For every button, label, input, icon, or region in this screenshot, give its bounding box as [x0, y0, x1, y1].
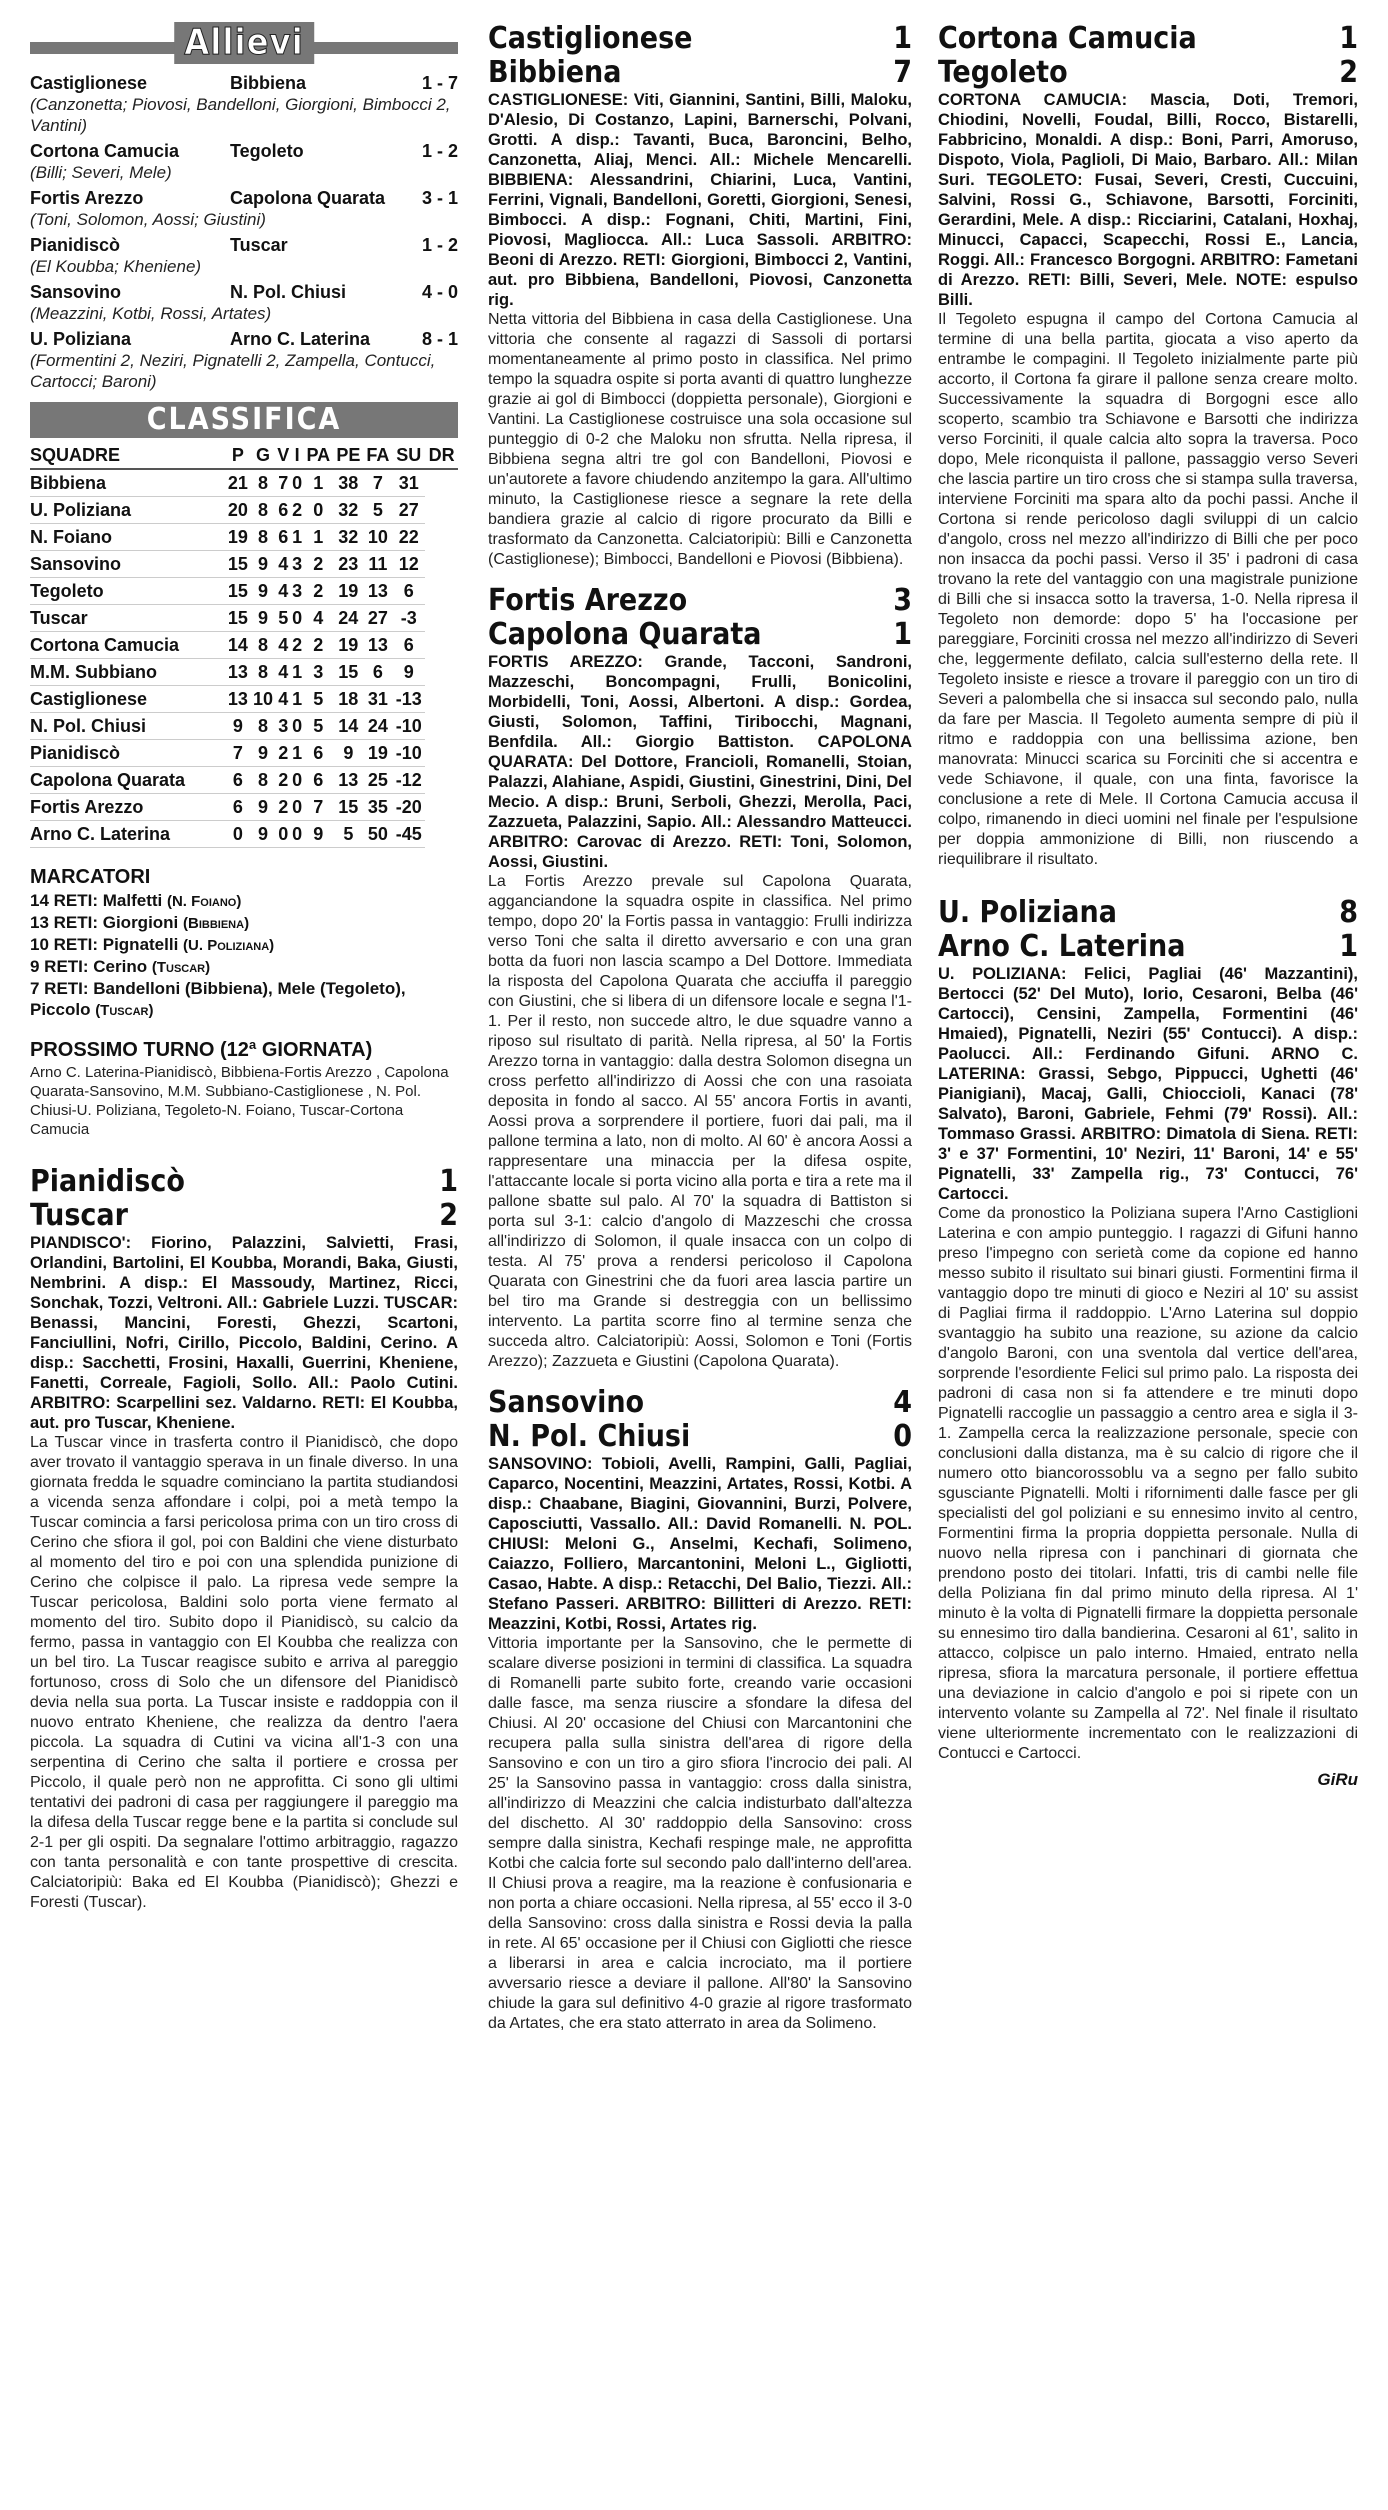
result-row [30, 187, 458, 209]
standings-header-cell: FA [363, 442, 392, 469]
result-score: 4 - 0 [421, 282, 458, 302]
result-scorers: (El Koubba; Kheniene) [30, 257, 202, 276]
standings-cell: 13 [363, 632, 392, 659]
column-left [30, 22, 458, 1927]
standings-cell: 6 [363, 659, 392, 686]
home-score: 1 [1339, 21, 1358, 56]
match-home-line [30, 1165, 458, 1199]
standings-cell: 8 [250, 524, 275, 551]
author-signature: GiRu [1317, 1770, 1358, 1789]
result-away: Tegoleto [230, 141, 304, 161]
scorer-team: (Tuscar) [95, 1002, 154, 1019]
match-report: Come da pronostico la Poliziana supera l'Arno Castiglioni Laterina e con ampio punteggio. I ragazzi di Gifuni hanno preso l'impegno con serietà come da copione ed hanno messo subito il risultato sui binari giusti. Formentini firma il vantaggio dopo tre minuti di gioco e Neziri al 10' su assist di Pagliai firma il raddoppio. L'Arno Laterina sul doppio svantaggio ha subito una reazione, su azione da calcio d'angolo Baroni, con una sventola dal vertice dell'area, sorprende l'esordiente Felici sul primo palo. La risposta dei padroni di casa non si fa attendere e tre minuti dopo Pignatelli raccoglie un passaggio a centro area e sigla il 3-1. Zampella cerca la realizzazione personale, specie con conclusioni dalla distanza, ma è su calcio di rigore che il numero otto biancorossoblu va a segno per fallo subito sgusciante Pignatelli. Molti i rifornimenti dalle fasce per gli specialisti del gol poliziani e su ennesimo invito al centro, Formentini firma la propria doppietta personale. Nulla di nuovo nella ripresa con i panchinari di giornata che prendono posto dei titolari. Infatti, tris di cambi nelle file della Poliziana fin dal primo minuto della ripresa. Al 1' minuto è la volta di Pignatelli firmare la doppietta personale su ennesimo tiro dalla bandierina. Cesaroni al 61', salito in attacco, colpisce un palo interno. Hmaied, entrato nella ripresa, sfiora la marcatura personale, il portiere effettua una deviazione in calcio d'angolo e poi si ripete con un intervento volante su Zampella al 72'. Nel finale il risultato viene ulteriormente incrementato con le realizzazioni di Contucci e Cartocci. [938, 1205, 1358, 1762]
scorer-line [30, 978, 458, 1021]
match-away-line [488, 618, 912, 652]
standings-cell: 24 [363, 713, 392, 740]
standings-cell: 14 [225, 632, 250, 659]
team-name: Cortona Camucia [30, 632, 225, 659]
result-score: 3 - 1 [421, 188, 458, 208]
standings-cell: 20 [225, 497, 250, 524]
standings-cell: 10 [363, 524, 392, 551]
standings-cell: 13 [363, 578, 392, 605]
standings-cell: 8 [250, 497, 275, 524]
match-home-line [488, 22, 912, 56]
standings-cell: 21 [225, 469, 250, 497]
column-right [938, 22, 1358, 1804]
standings-cell: 0 [291, 767, 304, 794]
result-home: Cortona Camucia [30, 141, 180, 161]
away-team: N. Pol. Chiusi [488, 1419, 691, 1454]
result-score: 1 - 2 [421, 141, 458, 161]
standings-cell: -3 [392, 605, 425, 632]
standings-cell: 13 [225, 659, 250, 686]
standings-cell: 0 [291, 469, 304, 497]
standings-cell: 6 [392, 632, 425, 659]
standings-cell: 0 [291, 821, 304, 848]
standings-cell: 9 [250, 821, 275, 848]
result-row [30, 72, 458, 94]
standings-cell: 2 [276, 767, 291, 794]
standings-cell: 9 [392, 659, 425, 686]
match-away-line [938, 930, 1358, 964]
standings-cell: 6 [303, 740, 333, 767]
match-report: Il Tegoleto espugna il campo del Cortona Camucia al termine di una bella partita, giocata a viso aperto da entrambe le compagini. Il Tegoleto inizialmente parte più accorto, il Cortona fa girare il pallone senza creare molto. Successivamente la squadra di Borgogni esce allo scoperto, scambio tra Schiavone e Barsotti che indirizza verso Forciniti, il quale calcia alto sopra la traversa. Poco dopo, Mele riconquista il pallone, passaggio verso Severi che lascia partire un tiro cross che si stampa sulla traversa, interviene Forciniti ma spara alto da pochi passi. Anche il Cortona si rende pericoloso dagli sviluppi di un calcio d'angolo, cross nel mezzo all'indirizzo di Billi che per poco non insacca da pochi passi. Verso il 35' i padroni di casa trovano la rete del vantaggio con una magistrale punizione di Billi che si insacca sotto la traversa, 1-0. Nella ripresa il Tegoleto non demorde: dopo 5' ha l'occasione per pareggiare, Forciniti crossa nel mezzo all'indirizzo di Severi che, leggermente defilato, calcia sull'esterno della rete. Il Tegoleto insiste e riesce a trovare il pareggio con un tiro di Severi a palombella che si insacca sul secondo palo, nulla da fare per Mascia. Il Tegoleto aumenta sempre di più il ritmo e raddoppia con una bellissima azione, ben manovrata: Minucci scarica su Forciniti che si accentra e vede Schiavone, il quale, con una finta, favorisce la conclusione a rete di Mele. Il Cortona Camucia accusa il colpo, rimanendo in dieci uomini nel finale per l'espulsione per doppia ammonizione di Billi, non riuscendo a riequilibrare il risultato. [938, 311, 1358, 868]
standings-cell: 8 [250, 632, 275, 659]
standings-cell: 5 [333, 821, 363, 848]
match-lineup: CORTONA CAMUCIA: Mascia, Doti, Tremori, Chiodini, Novelli, Foudal, Billi, Rocco, Bistarelli, Fabbricino, Monaldi. A disp.: Boni, Parri, Amoruso, Dispoto, Viola, Paglioli, Di Maio, Barbaro. All.: Milan Suri. TEGOLETO: Fusai, Severi, Cresti, Cuccuini, Salvini, Rossi G., Schiavone, Barsotti, Forciniti, Gerardini, Mele. A disp.: Ricciarini, Catalani, Hoxhaj, Minucci, Capacci, Scapecchi, Rossi E., Lancia, Roggi. All.: Francesco Borgogni. ARBITRO: Fametani di Arezzo. RETI: Billi, Severi, Mele. NOTE: espulso Billi. [938, 91, 1358, 309]
scorer-team: (U. Poliziana) [183, 937, 275, 954]
standings-cell: 5 [363, 497, 392, 524]
standings-cell: 4 [276, 632, 291, 659]
standings-row [30, 524, 458, 551]
scorer-text: 10 RETI: Pignatelli [30, 935, 184, 954]
standings-cell: 50 [363, 821, 392, 848]
match-away-line [938, 56, 1358, 90]
match-poliziana-laterina [938, 896, 1358, 1790]
standings-cell: 27 [392, 497, 425, 524]
standings-cell: -13 [392, 686, 425, 713]
result-home: Fortis Arezzo [30, 188, 144, 208]
scorer-team: (N. Foiano) [166, 893, 242, 910]
standings-cell: 0 [291, 794, 304, 821]
standings-cell: 24 [333, 605, 363, 632]
standings-cell: 31 [392, 469, 425, 497]
standings-cell: 6 [276, 497, 291, 524]
home-team: Castiglionese [488, 21, 693, 56]
standings-cell: 38 [333, 469, 363, 497]
scorer-line [30, 956, 458, 978]
standings-cell: -10 [392, 713, 425, 740]
scorer-team: (Bibbiena) [183, 915, 250, 932]
standings-cell: 9 [225, 713, 250, 740]
team-name: Castiglionese [30, 686, 225, 713]
scorer-team: (Tuscar) [151, 959, 211, 976]
standings-cell: 3 [291, 578, 304, 605]
standings-row [30, 659, 458, 686]
home-score: 3 [893, 583, 912, 618]
standings-cell: 18 [333, 686, 363, 713]
standings-cell: 1 [303, 524, 333, 551]
standings-cell: 6 [276, 524, 291, 551]
away-score: 1 [1339, 929, 1358, 964]
standings-cell: 19 [225, 524, 250, 551]
standings-row [30, 497, 458, 524]
standings-cell: 2 [291, 497, 304, 524]
standings-header-row [30, 442, 458, 469]
match-home-line [488, 584, 912, 618]
away-team: Bibbiena [488, 55, 622, 90]
standings-cell: 9 [250, 551, 275, 578]
away-team: Capolona Quarata [488, 617, 762, 652]
standings-cell: 8 [250, 767, 275, 794]
standings-cell: 1 [291, 740, 304, 767]
match-fortis-capolona [488, 584, 912, 1372]
standings-row [30, 713, 458, 740]
result-scorers: (Canzonetta; Piovosi, Bandelloni, Giorgioni, Bimbocci 2, Vantini) [30, 95, 451, 135]
home-team: Pianidiscò [30, 1164, 185, 1199]
away-team: Tuscar [30, 1198, 128, 1233]
away-score: 0 [893, 1419, 912, 1454]
standings-row [30, 821, 458, 848]
scorer-line [30, 890, 458, 912]
home-score: 1 [439, 1164, 458, 1199]
result-scorers: (Billi; Severi, Mele) [30, 163, 172, 182]
result-away: N. Pol. Chiusi [230, 282, 347, 302]
standings-row [30, 551, 458, 578]
result-row [30, 281, 458, 303]
standings-cell: 9 [250, 578, 275, 605]
standings-cell: 8 [250, 713, 275, 740]
match-away-line [488, 56, 912, 90]
standings-cell: 4 [303, 605, 333, 632]
standings-cell: 6 [225, 794, 250, 821]
team-name: Bibbiena [30, 469, 225, 497]
team-name: Tuscar [30, 605, 225, 632]
standings-cell: -20 [392, 794, 425, 821]
result-home: Pianidiscò [30, 235, 121, 255]
result-score: 1 - 2 [421, 235, 458, 255]
standings-cell: 1 [291, 659, 304, 686]
standings-cell: 27 [363, 605, 392, 632]
match-away-line [30, 1199, 458, 1233]
home-team: Sansovino [488, 1385, 645, 1420]
standings-cell: 15 [225, 578, 250, 605]
standings-cell: 13 [225, 686, 250, 713]
standings-cell: 5 [303, 713, 333, 740]
standings-cell: 12 [392, 551, 425, 578]
standings-row [30, 605, 458, 632]
standings-row [30, 740, 458, 767]
standings-cell: 3 [291, 551, 304, 578]
allievi-header [30, 22, 458, 64]
result-away: Bibbiena [230, 73, 307, 93]
standings-cell: 7 [225, 740, 250, 767]
standings-cell: 5 [276, 605, 291, 632]
result-score: 1 - 7 [421, 73, 458, 93]
away-score: 7 [893, 55, 912, 90]
team-name: N. Pol. Chiusi [30, 713, 225, 740]
team-name: M.M. Subbiano [30, 659, 225, 686]
standings-cell: -45 [392, 821, 425, 848]
standings-header-cell: PA [303, 442, 333, 469]
marcatori-list [30, 890, 458, 1021]
standings-cell: 2 [276, 740, 291, 767]
standings-cell: -10 [392, 740, 425, 767]
standings-cell: 15 [225, 605, 250, 632]
standings-cell: 13 [333, 767, 363, 794]
standings-header-cell: PE [333, 442, 363, 469]
standings-cell: 1 [291, 524, 304, 551]
away-team: Tegoleto [938, 55, 1068, 90]
match-away-line [488, 1420, 912, 1454]
standings-row [30, 469, 458, 497]
standings-cell: 9 [333, 740, 363, 767]
result-scorers: (Meazzini, Kotbi, Rossi, Artates) [30, 304, 272, 323]
result-home: Castiglionese [30, 73, 148, 93]
standings-header-cell: SQUADRE [30, 442, 225, 469]
result-scorers: (Toni, Solomon, Aossi; Giustini) [30, 210, 266, 229]
team-name: Fortis Arezzo [30, 794, 225, 821]
standings-cell: 6 [392, 578, 425, 605]
standings-cell: 23 [333, 551, 363, 578]
standings-cell: 3 [303, 659, 333, 686]
home-team: Cortona Camucia [938, 21, 1197, 56]
standings-cell: 1 [291, 686, 304, 713]
match-report: Vittoria importante per la Sansovino, che le permette di scalare diverse posizioni in termini di classifica. La squadra di Romanelli parte subito forte, creando varie occasioni dalle fasce, ma senza riuscire a sfondare la difesa del Chiusi. Al 20' occasione del Chiusi con Marcantonini che recupera palla sulla sinistra dell'area di rigore della Sansovino e con un tiro a giro sfiora l'incrocio dei pali. Al 25' la Sansovino passa in vantaggio: cross dalla sinistra, all'indirizzo di Meazzini che calcia indisturbato dall'altezza del dischetto. Al 30' raddoppio della Sansovino: cross sempre dalla sinistra, Kechafi respinge male, ne approfitta Kotbi che calcia forte sul secondo palo dall'interno dell'area. Il Chiusi prova a reagire, ma la reazione è confusionaria e non porta a chiare occasioni. Nella ripresa, al 55' ecco il 3-0 della Sansovino: cross dalla sinistra e Rossi devia la palla in rete. Al 65' occasione per il Chiusi con Gigliotti che riesce a liberarsi in area e calcia incrociato, ma il portiere avversario riesce a deviare il pallone. All'80' la Sansovino chiude la gara sul definitivo 4-0 grazie al rigore trasformato da Artates, che era stato atterrato in area da Solimeno. [488, 1635, 912, 2032]
standings-cell: 10 [250, 686, 275, 713]
away-score: 2 [439, 1198, 458, 1233]
home-team: Fortis Arezzo [488, 583, 688, 618]
standings-cell: 19 [333, 632, 363, 659]
match-castiglionese-bibbiena [488, 22, 912, 570]
match-lineup: SANSOVINO: Tobioli, Avelli, Rampini, Galli, Pagliai, Caparco, Nocentini, Meazzini, Artates, Rossi, Kotbi. A disp.: Chaabane, Biagini, Giovannini, Burzi, Polvere, Caposciutti, Vassallo. All.: David Romanelli. N. POL. CHIUSI: Meloni G., Anselmi, Kechafi, Solimeno, Caiazzo, Folliero, Marcantonini, Meloni L., Gigliotti, Casao, Habte. A disp.: Retacchi, Del Balio, Tiezzi. All.: Stefano Passeri. ARBITRO: Billitteri di Arezzo. RETI: Meazzini, Kotbi, Rossi, Artates rig. [488, 1455, 912, 1633]
standings-cell: 2 [276, 794, 291, 821]
result-away: Capolona Quarata [230, 188, 386, 208]
standings-cell: 6 [303, 767, 333, 794]
standings-cell: 2 [303, 551, 333, 578]
allievi-title: Allievi [174, 22, 314, 64]
standings-cell: 19 [333, 578, 363, 605]
standings-cell: 2 [303, 632, 333, 659]
standings-cell: 9 [303, 821, 333, 848]
prossimo-turno-title: PROSSIMO TURNO (12ª GIORNATA) [30, 1039, 373, 1061]
match-report: La Fortis Arezzo prevale sul Capolona Quarata, agganciandone la squadra ospite in classifica. Nel primo tempo, dopo 20' la Fortis passa in vantaggio: Frulli indirizza verso Toni che salta il diretto avversario e con una gran botta da fuori non lascia scampo a Del Dottore. Immediata la risposta del Capolona Quarata che acciuffa il pareggio con Giustini, che si libera di un difensore locale e segna l'1-1. Per il resto, non succede altro, le due squadre vanno a riposo sul risultato di parità. Nella ripresa, al 50' la Fortis Arezzo torna in vantaggio: dalla destra Solomon disegna un cross perfetto all'indirizzo di Aossi che con una rasoiata deposita in fondo al sacco. Al 55' ancora Fortis in avanti, Aossi prova a sorprendere il portiere, fuori dai pali, ma il pallone termina a lato, non di molto. Al 60' è ancora Aossi a rappresentare una minaccia per la difesa ospite, l'attaccante locale si porta vicino alla porta e tira a rete ma il pallone sbatte sul palo. Al 70' la squadra di Battiston si porta sul 3-1: calcio d'angolo di Mazzeschi che crossa all'indirizzo di Solomon, il quale insacca con un colpo di testa. Al 75' prova a rendersi pericoloso il Capolona Quarata con Ginestrini che da fuori area lascia partire un bel tiro ma Grande si destreggia con un bellissimo intervento. La partita scorre fino al termine senza che succeda altro. Calciatoripiù: Aossi, Solomon e Toni (Fortis Arezzo); Zazzueta e Giustini (Capolona Quarata). [488, 873, 912, 1370]
standings-header-cell: SU [392, 442, 425, 469]
match-pianidisco-tuscar [30, 1165, 458, 1913]
standings-cell: 25 [363, 767, 392, 794]
standings-cell: 0 [291, 713, 304, 740]
away-score: 1 [893, 617, 912, 652]
home-team: U. Poliziana [938, 895, 1117, 930]
standings-row [30, 794, 458, 821]
team-name: Pianidiscò [30, 740, 225, 767]
home-score: 8 [1339, 895, 1358, 930]
standings-cell: 15 [333, 794, 363, 821]
standings-cell: 7 [303, 794, 333, 821]
match-lineup: U. POLIZIANA: Felici, Pagliai (46' Mazzantini), Bertocci (52' Del Muto), Iorio, Cesaroni, Belba (46' Cartocci), Censini, Zampella, Formentini (46' Hmaied), Pignatelli, Neziri (55' Contucci). A disp.: Paolucci. All.: Ferdinando Gifuni. ARNO C. LATERINA: Grassi, Sebgo, Pippucci, Ughetti (46' Pianigiani), Macaj, Galli, Chioccioli, Kanaci (78' Salvato), Baroni, Gabriele, Fehmi (79' Rossi). All.: Tommaso Grassi. ARBITRO: Dimatola di Siena. RETI: 3' e 37' Formentini, 10' Neziri, 11' Baroni, 14' e 55' Pignatelli, 33' Zampella rig., 73' Contucci, 76' Cartocci. [938, 965, 1358, 1203]
scorer-text: 9 RETI: Cerino [30, 957, 152, 976]
standings-cell: 22 [392, 524, 425, 551]
standings-cell: 4 [276, 551, 291, 578]
standings-cell: 32 [333, 497, 363, 524]
team-name: Tegoleto [30, 578, 225, 605]
team-name: Capolona Quarata [30, 767, 225, 794]
standings-cell: 2 [303, 578, 333, 605]
standings-table [30, 442, 458, 848]
match-home-line [938, 896, 1358, 930]
result-home: Sansovino [30, 282, 122, 302]
standings-cell: -12 [392, 767, 425, 794]
result-away: Arno C. Laterina [230, 329, 371, 349]
team-name: U. Poliziana [30, 497, 225, 524]
standings-cell: 4 [276, 686, 291, 713]
result-score: 8 - 1 [421, 329, 458, 349]
standings-cell: 32 [333, 524, 363, 551]
standings-row [30, 632, 458, 659]
standings-cell: 11 [363, 551, 392, 578]
standings-header-cell: P [225, 442, 250, 469]
match-home-line [488, 1386, 912, 1420]
standings-cell: 14 [333, 713, 363, 740]
match-cortona-tegoleto [938, 22, 1358, 870]
standings-cell: 3 [276, 713, 291, 740]
standings-cell: 9 [250, 740, 275, 767]
standings-header-cell: G [250, 442, 275, 469]
result-row [30, 234, 458, 256]
standings-cell: 2 [291, 632, 304, 659]
result-home: U. Poliziana [30, 329, 132, 349]
classifica-title: CLASSIFICA [30, 402, 458, 438]
results-list [30, 72, 458, 392]
standings-cell: 5 [303, 686, 333, 713]
standings-cell: 19 [363, 740, 392, 767]
match-home-line [938, 22, 1358, 56]
team-name: N. Foiano [30, 524, 225, 551]
scorer-text: 13 RETI: Giorgioni [30, 913, 184, 932]
away-team: Arno C. Laterina [938, 929, 1186, 964]
standings-cell: 0 [225, 821, 250, 848]
standings-header-cell: DR [425, 442, 458, 469]
match-lineup: PIANDISCO': Fiorino, Palazzini, Salvietti, Frasi, Orlandini, Bartolini, El Koubba, Morandi, Baka, Giusti, Nembrini. A disp.: El Massoudy, Martinez, Ricci, Sonchak, Tozzi, Veltroni. All.: Gabriele Luzzi. TUSCAR: Benassi, Mancini, Foresti, Ghezzi, Scartoni, Fanciullini, Nofri, Cirillo, Piccolo, Baldini, Cerino. A disp.: Sacchetti, Frosini, Haxalli, Guerrini, Kheniene, Fanetti, Correale, Fagioli, Sollo. All.: Paolo Cutini. ARBITRO: Scarpellini sez. Valdarno. RETI: El Koubba, aut. pro Tuscar, Kheniene. [30, 1234, 458, 1432]
standings-cell: 15 [225, 551, 250, 578]
match-report: Netta vittoria del Bibbiena in casa della Castiglionese. Una vittoria che consente al ragazzi di Sassoli di portarsi momentaneamente al primo posto in classifica. Nel primo tempo la squadra ospite si porta avanti di quattro lunghezze grazie ai gol di Bimbocci (doppietta personale), Giorgioni e Vantini. La Castiglionese costruisce una sola occasione sul punteggio di 0-2 che Maloku non sfrutta. Nella ripresa, il Bibbiena segna altri tre gol con Bandelloni, Piovosi e un'autorete a favore chiudendo anzitempo la gara. All'ultimo minuto, la Castiglionese riesce a segnare la rete della bandiera grazie al calcio di rigore procurato da Billi e trasformato da Canzonetta. Calciatoripiù: Billi e Canzonetta (Castiglionese); Bimbocci, Bandelloni e Piovosi (Bibbiena). [488, 311, 912, 568]
standings-header-cell: I [291, 442, 304, 469]
standings-cell: 7 [276, 469, 291, 497]
standings-cell: 6 [225, 767, 250, 794]
standings-cell: 4 [276, 578, 291, 605]
match-lineup: FORTIS AREZZO: Grande, Tacconi, Sandroni, Mazzeschi, Boncompagni, Frulli, Bonicolini, Morbidelli, Toni, Aossi, Albertoni. A disp.: Gordea, Giusti, Solomon, Taffini, Tiribocchi, Magnani, Benfdila. All.: Giorgio Battiston. CAPOLONA QUARATA: Del Dottore, Francioli, Romanelli, Stoian, Palazzi, Alahiane, Aspidi, Giustini, Ginestrini, Dini, Del Mecio. A disp.: Bruni, Serboli, Ghezzi, Merolla, Paci, Zazzueta, Palazzini, Sapio. All.: Alessandro Matteucci. ARBITRO: Carovac di Arezzo. RETI: Toni, Solomon, Aossi, Giustini. [488, 653, 912, 871]
result-away: Tuscar [230, 235, 288, 255]
result-row [30, 140, 458, 162]
standings-cell: 15 [333, 659, 363, 686]
standings-cell: 35 [363, 794, 392, 821]
standings-cell: 9 [250, 605, 275, 632]
standings-cell: 9 [250, 794, 275, 821]
standings-cell: 8 [250, 659, 275, 686]
prossimo-turno-text: Arno C. Laterina-Pianidiscò, Bibbiena-Fortis Arezzo , Capolona Quarata-Sansovino, M.M. Subbiano-Castiglionese , N. Pol. Chiusi-U. Poliziana, Tegoleto-N. Foiano, Tuscar-Cortona Camucia [30, 1064, 449, 1138]
away-score: 2 [1339, 55, 1358, 90]
standings-cell: 31 [363, 686, 392, 713]
scorer-line [30, 912, 458, 934]
match-sansovino-chiusi [488, 1386, 912, 2034]
standings-cell: 8 [250, 469, 275, 497]
standings-row [30, 686, 458, 713]
scorer-text: 14 RETI: Malfetti [30, 891, 167, 910]
standings-cell: 0 [276, 821, 291, 848]
standings-body [30, 469, 458, 848]
match-report: La Tuscar vince in trasferta contro il Pianidiscò, che dopo aver trovato il vantaggio sperava in un finale diverso. In una giornata fredda le squadre cominciano la partita studiandosi a vicenda senza affondare i colpi, poi a metà tempo la Tuscar comincia a farsi pericolosa prima con un tiro cross di Cerino che sfiora il gol, poi con Baldini che viene disturbato al momento del tiro e poi con una splendida punizione di Cerino che colpisce il palo. La ripresa vede sempre la Tuscar pericolosa, Baldini solo porta viene fermato al momento del tiro. Subito dopo il Pianidiscò, su calcio da fermo, passa in vantaggio con El Koubba che realizza con un bel tiro. La Tuscar reagisce subito e arriva al pareggio fortunoso, cross di Solo che un difensore del Pianidiscò devia nella sua porta. La Tuscar insiste e raddoppia con il nuovo entrato Kheniene, che realizza da dentro l'aera piccola. La squadra di Cutini va vicina all'1-3 con una serpentina di Cerino che salta il portiere e crossa per Piccolo, il quale però non ne approfitta. Ci sono gli ultimi tentativi dei padroni di casa per raggiungere il pareggio ma la difesa della Tuscar regge bene e la partita si conclude sul 2-1 per gli ospiti. Da segnalare l'ottimo arbitraggio, ragazzo con tanta personalità e con tante prospettive di crescita. Calciatoripiù: Baka ed El Koubba (Pianidiscò); Ghezzi e Foresti (Tuscar). [30, 1434, 458, 1911]
home-score: 1 [893, 21, 912, 56]
scorer-line [30, 934, 458, 956]
column-middle [488, 22, 912, 2048]
match-lineup: CASTIGLIONESE: Viti, Giannini, Santini, Billi, Maloku, D'Alesio, Di Costanzo, Lapini, Barnerschi, Polvani, Grotti. A disp.: Tavanti, Buca, Baroncini, Belho, Canzonetta, Aliaj, Menci. All.: Michele Mencarelli. BIBBIENA: Alessandrini, Chiarini, Luca, Vantini, Ferrini, Vignali, Bandelloni, Goretti, Giorgioni, Senesi, Bimbocci. A disp.: Fognani, Chiti, Martini, Fini, Piovosi, Magliocca. All.: Luca Sassoli. ARBITRO: Beoni di Arezzo. RETI: Giorgioni, Bimbocci 2, Vantini, aut. pro Bibbiena, Bandelloni, Piovosi, Canzonetta rig. [488, 91, 912, 309]
standings-row [30, 767, 458, 794]
standings-cell: 0 [303, 497, 333, 524]
standings-cell: 1 [303, 469, 333, 497]
standings-cell: 0 [291, 605, 304, 632]
marcatori-title: MARCATORI [30, 866, 151, 888]
home-score: 4 [893, 1385, 912, 1420]
standings-cell: 4 [276, 659, 291, 686]
scorer-text: 7 RETI: Bandelloni (Bibbiena), Mele (Tegoleto), Piccolo [30, 979, 406, 1019]
standings-header-cell: V [276, 442, 291, 469]
standings-row [30, 578, 458, 605]
result-scorers: (Formentini 2, Neziri, Pignatelli 2, Zampella, Contucci, Cartocci; Baroni) [30, 351, 436, 391]
standings-cell: 7 [363, 469, 392, 497]
team-name: Sansovino [30, 551, 225, 578]
team-name: Arno C. Laterina [30, 821, 225, 848]
result-row [30, 328, 458, 350]
